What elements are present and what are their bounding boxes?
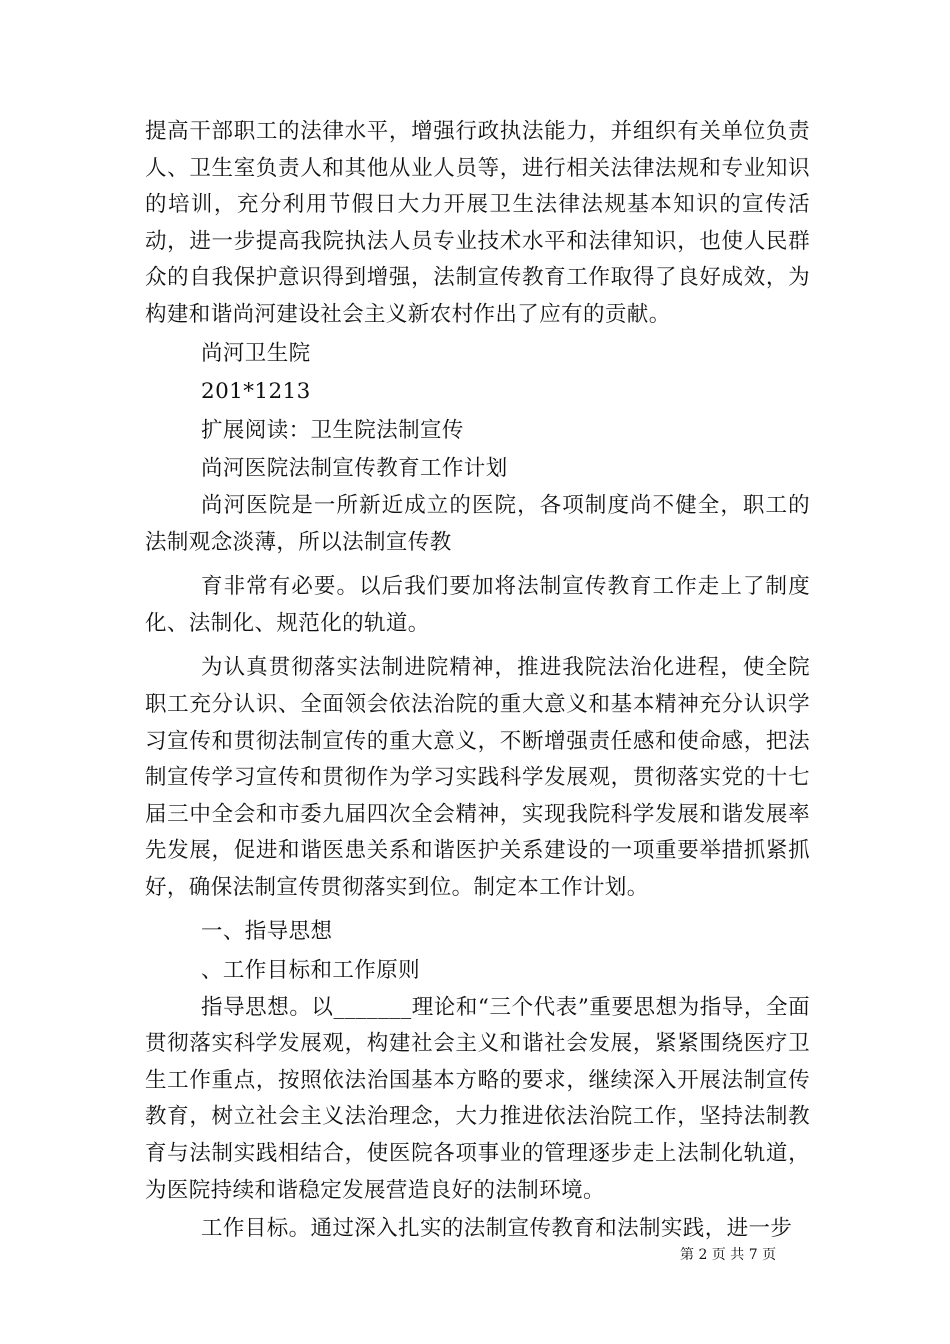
signature-date: 201*1213 [201, 379, 311, 405]
paragraph-hospital-intro: 尚河医院是一所新近成立的医院，各项制度尚不健全，职工的法制观念淡薄，所以法制宣传教 [145, 492, 810, 555]
document-body [145, 114, 810, 1248]
paragraph-necessity: 育非常有必要。以后我们要加将法制宣传教育工作走上了制度化、法制化、规范化的轨道。 [145, 574, 810, 636]
extended-reading-heading: 扩展阅读：卫生院法制宣传 [201, 417, 464, 443]
page-number-label: 第 2 页 共 7 页 [680, 1247, 777, 1263]
paragraph-legal-training-results: 提高干部职工的法律水平，增强行政执法能力，并组织有关单位负责人、卫生室负责人和其他从业人员等，进行相关法律法规和专业知识的培训，充分利用节假日大力开展卫生法律法规基本知识的宣传活动，进一步提高我院执法人员专业技术水平和法律知识，也使人民群众的自我保护意识得到增强，法制宣传教育工作取得了良好成效，为构建和谐尚河建设社会主义新农村作出了应有的贡献。 [145, 119, 810, 327]
paragraph-guiding-thought: 指导思想。以_______理论和“三个代表”重要思想为指导，全面贯彻落实科学发展观，构建社会主义和谐社会发展，紧紧围绕医疗卫生工作重点，按照依法治国基本方略的要求，继续深入开展法制宣传教育，树立社会主义法治理念，大力推进依法治院工作，坚持法制教育与法制实践相结合，使医院各项事业的管理逐步走上法制化轨道，为医院持续和谐稳定发展营造良好的法制环境。 [145, 994, 810, 1203]
paragraph-work-goals: 工作目标。通过深入扎实的法制宣传教育和法制实践，进一步 [201, 1216, 793, 1242]
plan-title: 尚河医院法制宣传教育工作计划 [201, 456, 508, 482]
section-heading-guiding-thought: 一、指导思想 [201, 919, 333, 945]
section-heading-goals-principles: 、工作目标和工作原则 [201, 958, 421, 984]
paragraph-purpose: 为认真贯彻落实法制进院精神，推进我院法治化进程，使全院职工充分认识、全面领会依法治院的重大意义和基本精神充分认识学习宣传和贯彻法制宣传的重大意义，不断增强责任感和使命感，把法制宣传学习宣传和贯彻作为学习实践科学发展观，贯彻落实党的十七届三中全会和市委九届四次全会精神，实现我院科学发展和谐发展率先发展，促进和谐医患关系和谐医护关系建设的一项重要举措抓紧抓好，确保法制宣传贯彻落实到位。制定本工作计划。 [145, 655, 810, 900]
page-number-footer [680, 1244, 810, 1264]
signature-hospital-name: 尚河卫生院 [201, 340, 311, 366]
